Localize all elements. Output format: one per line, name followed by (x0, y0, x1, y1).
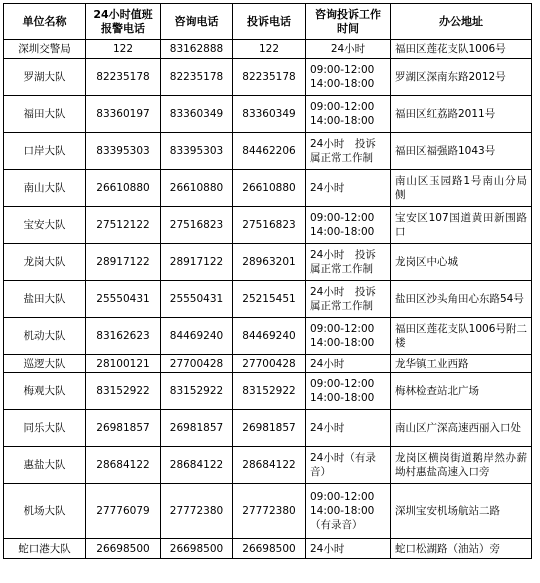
cell-complaint-phone: 27516823 (233, 207, 306, 244)
table-row (4, 244, 532, 281)
cell-complaint-phone: 84462206 (233, 133, 306, 170)
cell-duty-phone: 25550431 (86, 281, 161, 318)
cell-duty-phone: 26698500 (86, 539, 161, 559)
cell-consult-phone: 83395303 (161, 133, 233, 170)
cell-unit-name: 南山大队 (4, 170, 86, 207)
cell-office-address: 深圳宝安机场航站二路 (391, 484, 532, 539)
table-row (4, 96, 532, 133)
cell-complaint-phone: 27772380 (233, 484, 306, 539)
header-consult-phone: 咨询电话 (161, 4, 233, 40)
cell-unit-name: 盐田大队 (4, 281, 86, 318)
table-row (4, 207, 532, 244)
cell-office-address: 蛇口松湖路（油站）旁 (391, 539, 532, 559)
table-body (4, 40, 532, 559)
cell-unit-name: 梅观大队 (4, 373, 86, 410)
cell-duty-phone: 83162623 (86, 318, 161, 355)
table-row (4, 484, 532, 539)
cell-office-address: 罗湖区深南东路2012号 (391, 59, 532, 96)
cell-consult-phone: 28917122 (161, 244, 233, 281)
cell-working-hours: 24小时 (306, 410, 391, 447)
cell-working-hours: 24小时（有录音） (306, 447, 391, 484)
cell-consult-phone: 26981857 (161, 410, 233, 447)
header-working-hours: 咨询投诉工作时间 (306, 4, 391, 40)
table-row (4, 170, 532, 207)
header-office-address: 办公地址 (391, 4, 532, 40)
cell-office-address: 南山区广深高速西丽入口处 (391, 410, 532, 447)
cell-duty-phone: 82235178 (86, 59, 161, 96)
cell-duty-phone: 26610880 (86, 170, 161, 207)
cell-duty-phone: 83360197 (86, 96, 161, 133)
cell-unit-name: 机场大队 (4, 484, 86, 539)
traffic-police-contact-table (3, 3, 532, 559)
cell-consult-phone: 27516823 (161, 207, 233, 244)
cell-consult-phone: 26610880 (161, 170, 233, 207)
cell-consult-phone: 83162888 (161, 40, 233, 59)
cell-duty-phone: 122 (86, 40, 161, 59)
cell-duty-phone: 28684122 (86, 447, 161, 484)
cell-complaint-phone: 28963201 (233, 244, 306, 281)
cell-office-address: 龙华镇工业西路 (391, 355, 532, 373)
cell-unit-name: 宝安大队 (4, 207, 86, 244)
cell-complaint-phone: 26698500 (233, 539, 306, 559)
header-row (4, 4, 532, 40)
cell-working-hours: 24小时 (306, 40, 391, 59)
header-unit-name: 单位名称 (4, 4, 86, 40)
table-row (4, 539, 532, 559)
cell-working-hours: 24小时 投诉属正常工作制 (306, 133, 391, 170)
cell-office-address: 梅林检查站北广场 (391, 373, 532, 410)
table-row (4, 40, 532, 59)
cell-consult-phone: 28684122 (161, 447, 233, 484)
cell-office-address: 福田区莲花支队1006号附二楼 (391, 318, 532, 355)
cell-office-address: 南山区玉园路1号南山分局侧 (391, 170, 532, 207)
cell-unit-name: 深圳交警局 (4, 40, 86, 59)
cell-unit-name: 同乐大队 (4, 410, 86, 447)
cell-unit-name: 福田大队 (4, 96, 86, 133)
cell-consult-phone: 27772380 (161, 484, 233, 539)
cell-unit-name: 巡逻大队 (4, 355, 86, 373)
cell-complaint-phone: 122 (233, 40, 306, 59)
cell-office-address: 龙岗区中心城 (391, 244, 532, 281)
cell-consult-phone: 26698500 (161, 539, 233, 559)
cell-working-hours: 24小时 (306, 355, 391, 373)
cell-duty-phone: 83152922 (86, 373, 161, 410)
table-row (4, 447, 532, 484)
cell-consult-phone: 82235178 (161, 59, 233, 96)
cell-complaint-phone: 83152922 (233, 373, 306, 410)
cell-consult-phone: 84469240 (161, 318, 233, 355)
table-row (4, 59, 532, 96)
cell-unit-name: 蛇口港大队 (4, 539, 86, 559)
cell-complaint-phone: 84469240 (233, 318, 306, 355)
cell-working-hours: 09:00-12:00 14:00-18:00 （有录音） (306, 484, 391, 539)
cell-working-hours: 09:00-12:00 14:00-18:00 (306, 373, 391, 410)
cell-duty-phone: 27776079 (86, 484, 161, 539)
cell-unit-name: 惠盐大队 (4, 447, 86, 484)
cell-complaint-phone: 28684122 (233, 447, 306, 484)
cell-duty-phone: 27512122 (86, 207, 161, 244)
cell-complaint-phone: 83360349 (233, 96, 306, 133)
traffic-police-contact-table-wrapper (3, 3, 532, 559)
cell-office-address: 盐田区沙头角田心东路54号 (391, 281, 532, 318)
cell-unit-name: 龙岗大队 (4, 244, 86, 281)
cell-consult-phone: 83360349 (161, 96, 233, 133)
cell-complaint-phone: 25215451 (233, 281, 306, 318)
cell-complaint-phone: 27700428 (233, 355, 306, 373)
cell-duty-phone: 26981857 (86, 410, 161, 447)
cell-consult-phone: 27700428 (161, 355, 233, 373)
cell-unit-name: 口岸大队 (4, 133, 86, 170)
table-row (4, 133, 532, 170)
table-row (4, 373, 532, 410)
cell-duty-phone: 28917122 (86, 244, 161, 281)
cell-unit-name: 机动大队 (4, 318, 86, 355)
cell-working-hours: 09:00-12:00 14:00-18:00 (306, 318, 391, 355)
cell-working-hours: 24小时 (306, 170, 391, 207)
cell-consult-phone: 83152922 (161, 373, 233, 410)
cell-office-address: 龙岗区横岗街道鹅岸然办薪坳村惠盐高速入口旁 (391, 447, 532, 484)
header-complaint-phone: 投诉电话 (233, 4, 306, 40)
cell-complaint-phone: 26610880 (233, 170, 306, 207)
cell-complaint-phone: 82235178 (233, 59, 306, 96)
cell-working-hours: 24小时 投诉属正常工作制 (306, 244, 391, 281)
cell-working-hours: 24小时 投诉属正常工作制 (306, 281, 391, 318)
cell-working-hours: 24小时 (306, 539, 391, 559)
cell-unit-name: 罗湖大队 (4, 59, 86, 96)
cell-duty-phone: 28100121 (86, 355, 161, 373)
table-row (4, 355, 532, 373)
cell-working-hours: 09:00-12:00 14:00-18:00 (306, 96, 391, 133)
cell-consult-phone: 25550431 (161, 281, 233, 318)
table-row (4, 281, 532, 318)
table-row (4, 410, 532, 447)
cell-complaint-phone: 26981857 (233, 410, 306, 447)
cell-working-hours: 09:00-12:00 14:00-18:00 (306, 59, 391, 96)
cell-office-address: 福田区莲花支队1006号 (391, 40, 532, 59)
cell-office-address: 福田区红荔路2011号 (391, 96, 532, 133)
cell-duty-phone: 83395303 (86, 133, 161, 170)
cell-working-hours: 09:00-12:00 14:00-18:00 (306, 207, 391, 244)
cell-office-address: 福田区福强路1043号 (391, 133, 532, 170)
table-row (4, 318, 532, 355)
header-duty-phone: 24小时值班报警电话 (86, 4, 161, 40)
cell-office-address: 宝安区107国道黄田新围路口 (391, 207, 532, 244)
